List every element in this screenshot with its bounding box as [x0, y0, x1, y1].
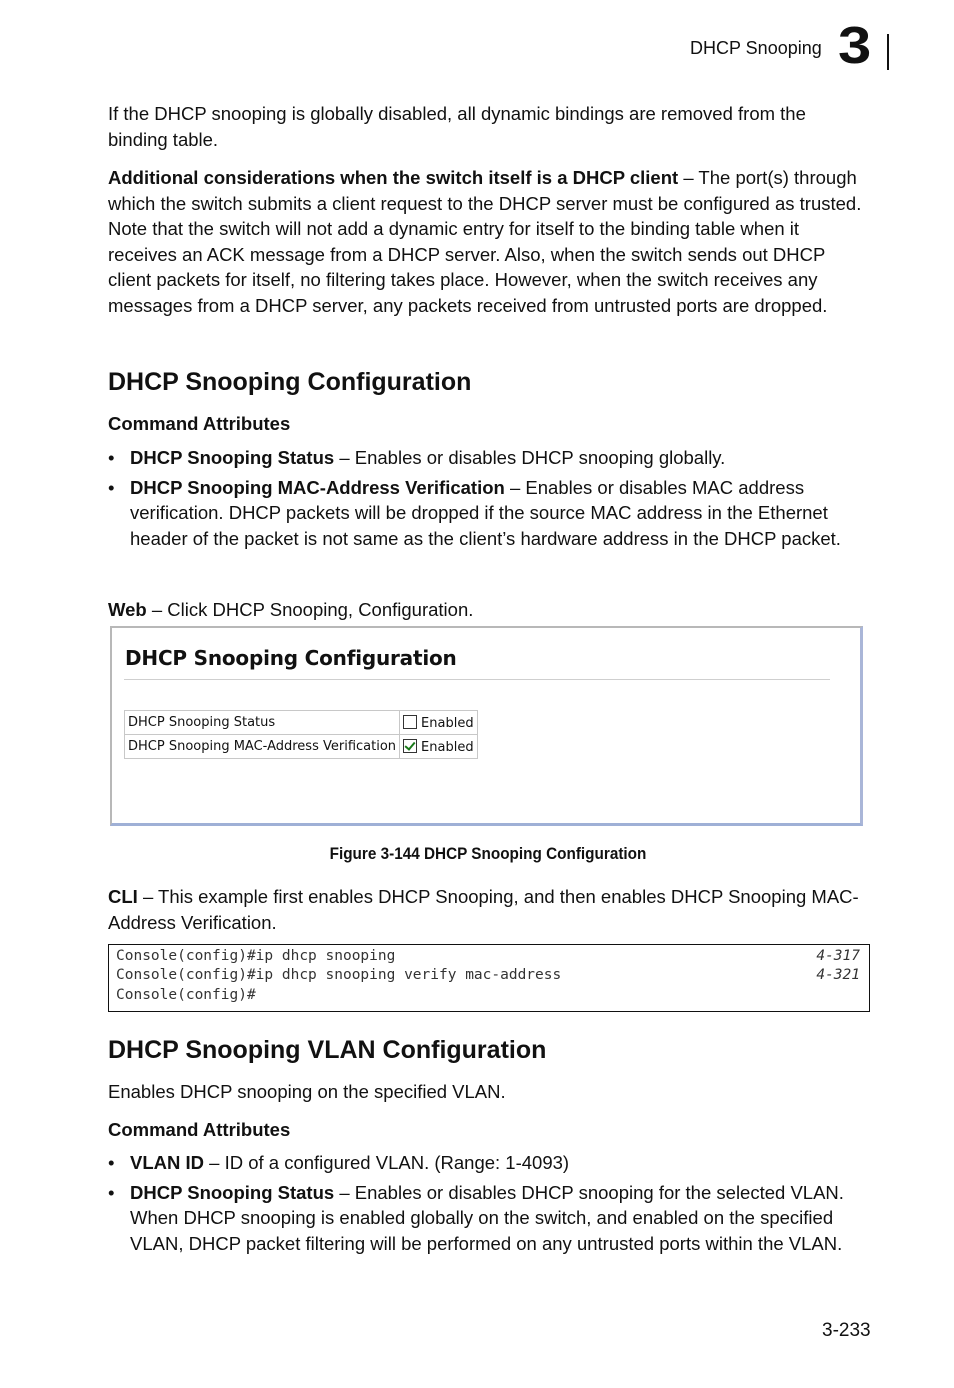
- web-instruction: [108, 597, 870, 623]
- intro-paragraph-2-lead: Additional considerations when the switch itself is a DHCP client: [108, 167, 679, 188]
- list-item-text: – Enables or disables MAC address verification. DHCP packets will be dropped if the source MAC address in the Ethernet header of the packet is not same as the client’s hardware address in the DHCP packet.: [130, 476, 841, 549]
- list-item: [108, 445, 870, 471]
- attribute-list: [108, 445, 870, 555]
- intro-paragraph-1: If the DHCP snooping is globally disabled, all dynamic bindings are removed from the binding table.: [108, 103, 806, 150]
- list-item-term: DHCP Snooping Status: [130, 447, 335, 468]
- page-number: 3-233: [822, 1320, 871, 1341]
- web-text: – Click DHCP Snooping, Configuration.: [146, 599, 474, 620]
- header-rule: [887, 34, 889, 70]
- list-item-term: DHCP Snooping MAC-Address Verification: [130, 476, 505, 498]
- table-row: [125, 711, 478, 735]
- mac-verification-label: DHCP Snooping MAC-Address Verification: [125, 735, 400, 759]
- chapter-number: 3: [838, 17, 872, 75]
- web-figure: [110, 626, 863, 826]
- status-cell: [400, 711, 478, 735]
- figure-divider: [124, 679, 830, 680]
- attribute-list: [108, 1150, 870, 1260]
- command-attributes-heading: Command Attributes: [108, 1119, 291, 1140]
- cli-text: – This example first enables DHCP Snooping, and then enables DHCP Snooping MAC-Address Verification.: [108, 886, 859, 933]
- list-item: [108, 1180, 870, 1257]
- code-line: Console(config)#: [116, 987, 256, 1003]
- code-line: Console(config)#ip dhcp snooping verify mac-address: [116, 967, 562, 983]
- list-item: [108, 1150, 870, 1176]
- intro-paragraph-2-text: – The port(s) through which the switch submits a client request to the DHCP server must be configured as trusted. Note that the switch will not add a dynamic entry for itself to the binding table when it receives an ACK message from a DHCP server. Also, when the switch sends out DHCP client packets for itself, no filtering takes place. However, when the switch receives any messages from a DHCP server, any packets received from untrusted ports are dropped.: [108, 167, 862, 316]
- vlan-intro: Enables DHCP snooping on the specified VLAN.: [108, 1081, 506, 1102]
- running-header: DHCP Snooping: [690, 38, 822, 58]
- intro-paragraph-2: [108, 165, 870, 318]
- command-attributes-heading: Command Attributes: [108, 413, 291, 434]
- code-line: Console(config)#ip dhcp snooping: [116, 948, 396, 964]
- code-reference: 4-321: [816, 967, 860, 983]
- status-checkbox[interactable]: [403, 715, 417, 729]
- status-label: DHCP Snooping Status: [125, 711, 400, 735]
- figure-caption: Figure 3-144 DHCP Snooping Configuration: [329, 844, 647, 863]
- section-heading-vlan: DHCP Snooping VLAN Configuration: [108, 1036, 547, 1064]
- mac-verification-cell: [400, 735, 478, 759]
- list-item: [108, 475, 870, 552]
- list-item-term: DHCP Snooping Status: [130, 1181, 335, 1203]
- status-checkbox-label: Enabled: [421, 715, 474, 731]
- mac-verification-checkbox-label: Enabled: [421, 739, 474, 755]
- mac-verification-checkbox[interactable]: [403, 739, 417, 753]
- cli-label: CLI: [108, 886, 138, 907]
- table-row: [125, 735, 478, 759]
- code-reference: 4-317: [816, 948, 860, 964]
- list-item-text: – ID of a configured VLAN. (Range: 1-4093): [204, 1152, 570, 1173]
- list-item-text: – Enables or disables DHCP snooping for the selected VLAN. When DHCP snooping is enabled globally on the switch, and enabled on the specified VLAN, DHCP packet filtering will be performed on any untrusted ports within the VLAN.: [130, 1181, 844, 1254]
- section-heading-config: DHCP Snooping Configuration: [108, 368, 472, 396]
- code-block: [108, 944, 870, 1012]
- list-item-text: – Enables or disables DHCP snooping globally.: [334, 447, 726, 468]
- figure-title: DHCP Snooping Configuration: [125, 646, 457, 670]
- web-label: Web: [108, 599, 147, 620]
- config-table: [124, 710, 478, 759]
- list-item-term: VLAN ID: [130, 1152, 204, 1173]
- cli-instruction: [108, 884, 870, 935]
